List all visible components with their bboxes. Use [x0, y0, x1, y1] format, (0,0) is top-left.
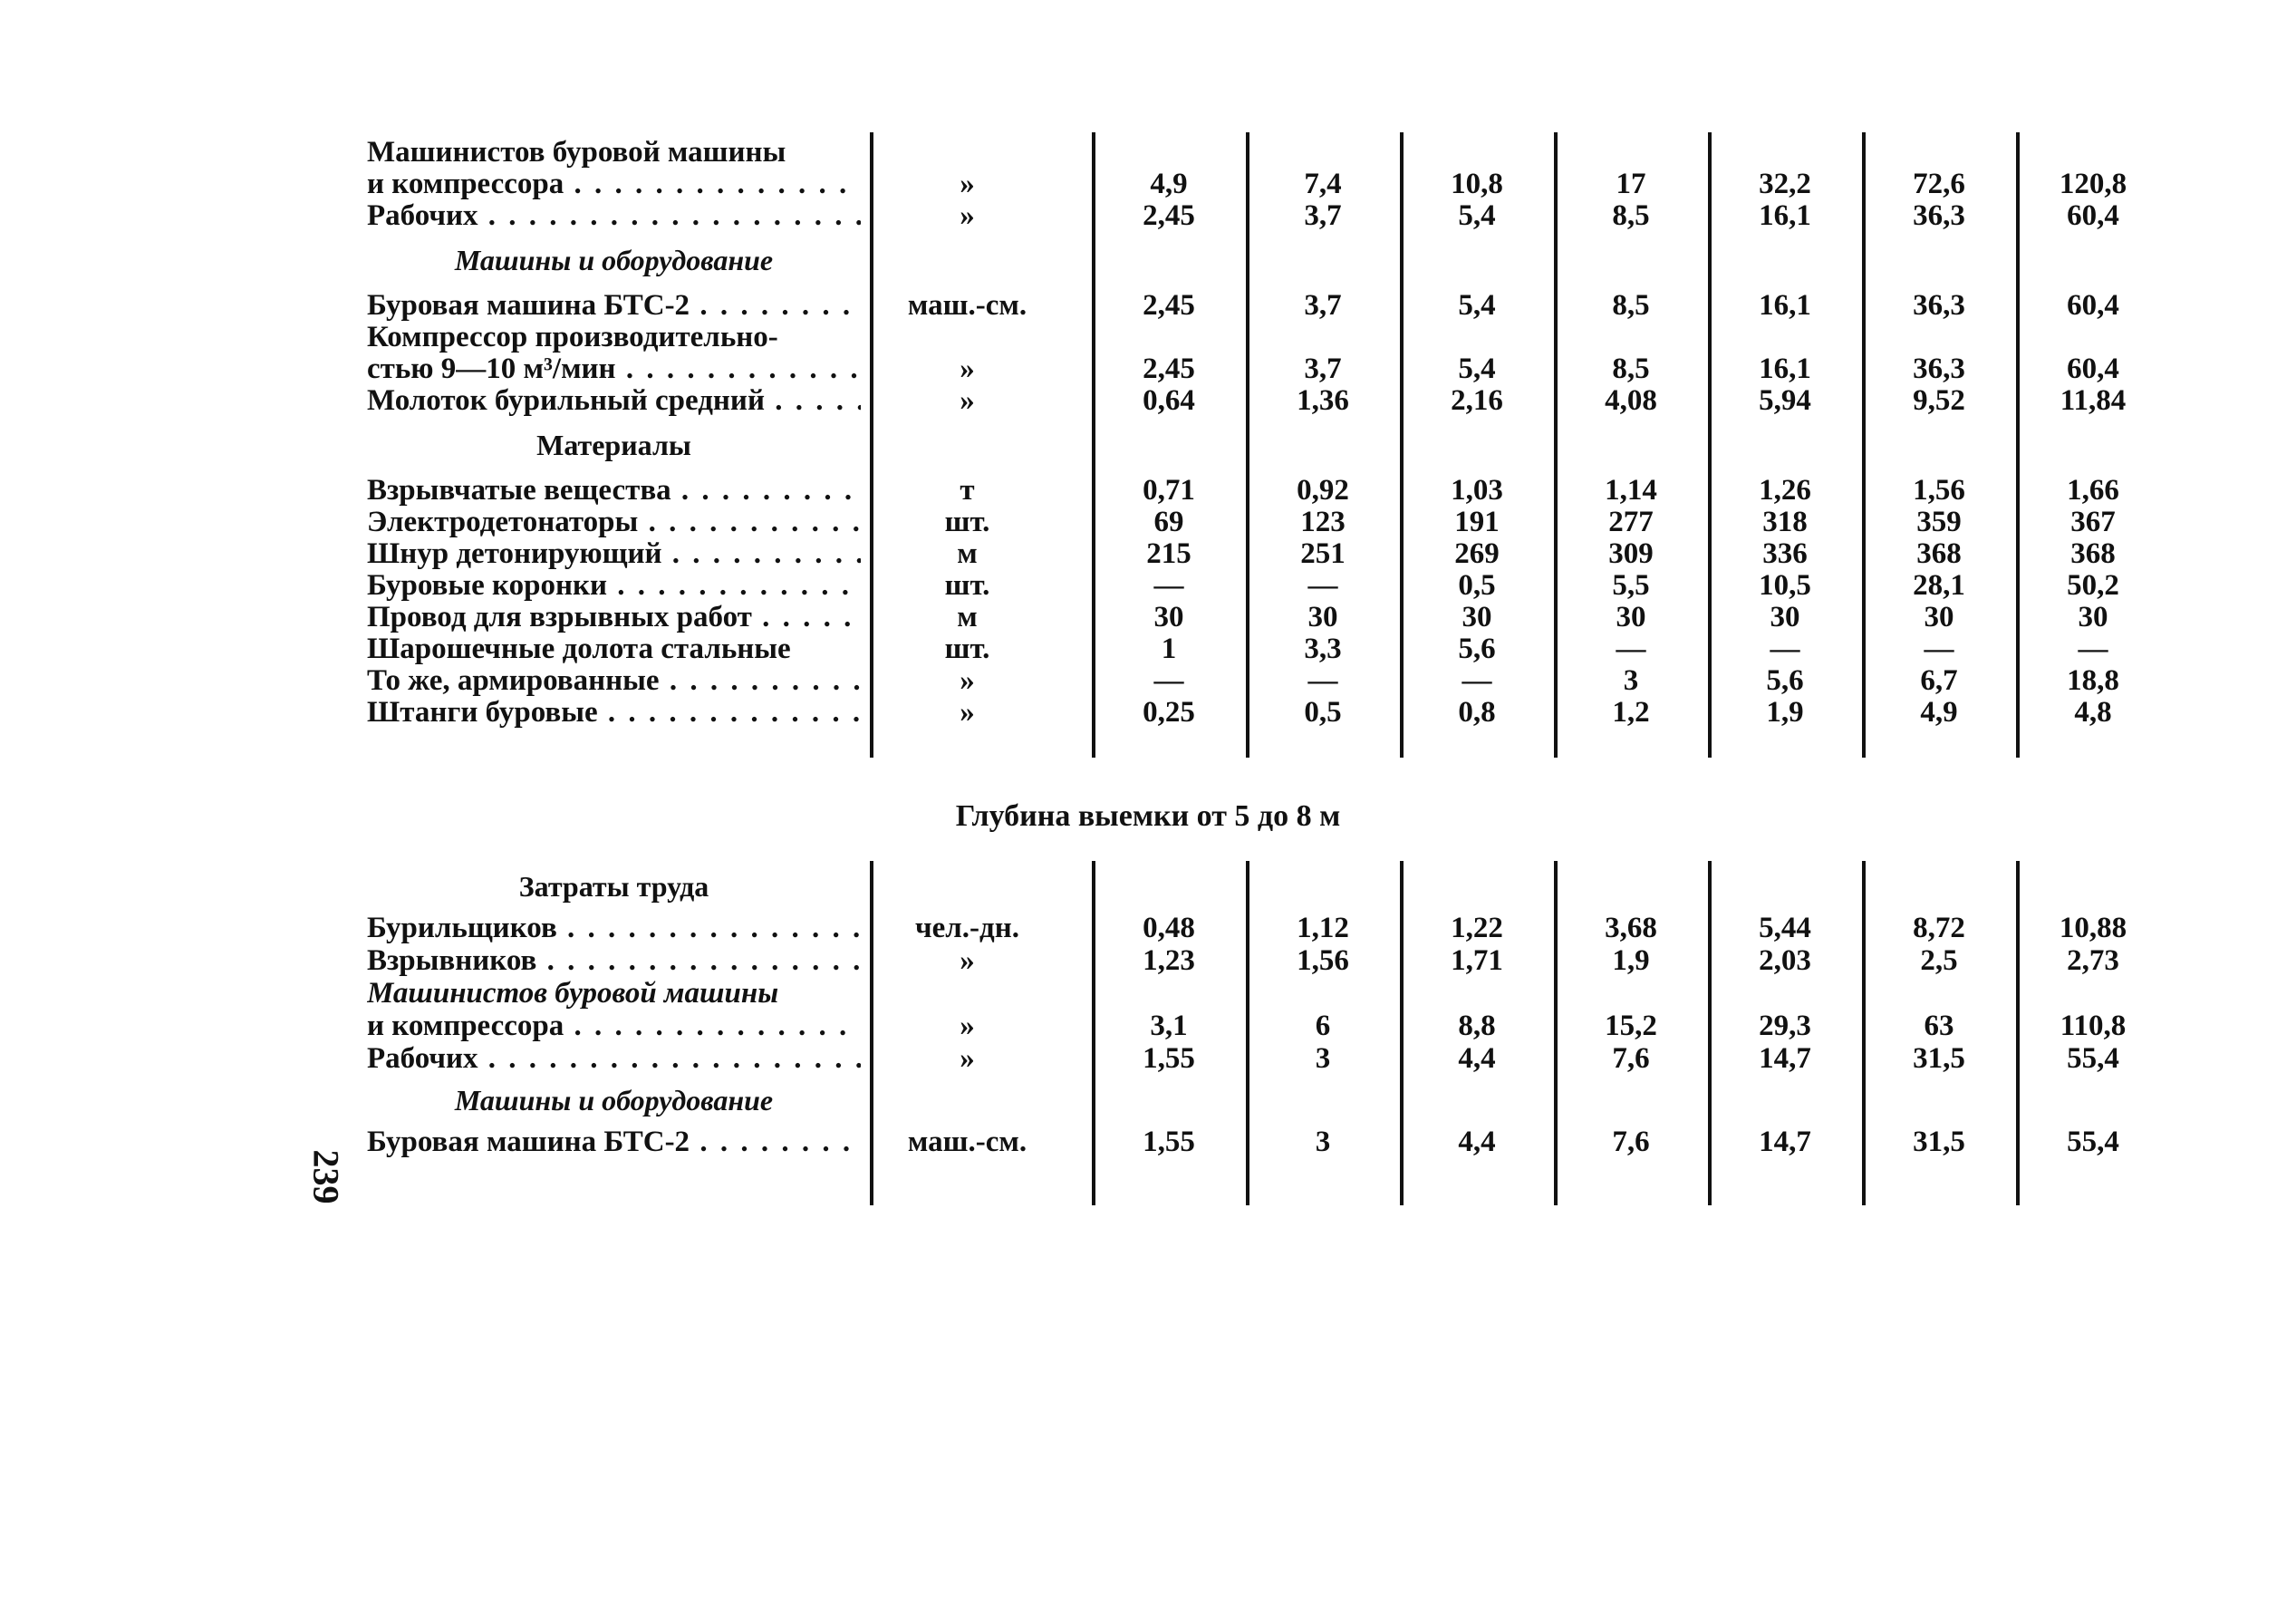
value-cell: 30 [1770, 601, 1800, 633]
value-cell: 5,5 [1612, 569, 1650, 602]
value-cell: 5,4 [1458, 353, 1496, 385]
value-cell: 7,6 [1612, 1042, 1650, 1075]
column-divider [1400, 132, 1404, 758]
row-label: Компрессор производительно- [367, 321, 778, 353]
value-cell: 336 [1762, 537, 1808, 570]
value-cell: — [1616, 633, 1646, 665]
value-cell: 277 [1608, 506, 1654, 538]
value-cell: 32,2 [1759, 168, 1811, 200]
table-row [367, 136, 2179, 169]
row-label: Провод для взрывных работ . . . [367, 601, 861, 633]
row-label: стью 9—10 м³/мин . . . [367, 353, 861, 385]
table-row [367, 1126, 2179, 1158]
row-unit: » [960, 384, 975, 417]
row-unit: » [960, 944, 975, 977]
value-cell: 63 [1924, 1010, 1954, 1042]
table-row [367, 664, 2179, 697]
row-unit: маш.-см. [907, 1126, 1027, 1158]
value-cell: 367 [2070, 506, 2116, 538]
value-cell: 1,2 [1612, 696, 1650, 729]
value-cell: 1,56 [1913, 474, 1965, 507]
table-row [367, 569, 2179, 602]
value-cell: 55,4 [2067, 1042, 2119, 1075]
row-label: Буровые коронки . . . [367, 569, 861, 602]
value-cell: 1,9 [1766, 696, 1804, 729]
value-cell: 1,03 [1451, 474, 1503, 507]
value-cell: 7,4 [1304, 168, 1342, 200]
value-cell: 2,45 [1143, 199, 1195, 232]
column-divider [870, 132, 873, 758]
value-cell: 8,8 [1458, 1010, 1496, 1042]
column-divider [1862, 132, 1866, 758]
value-cell: 191 [1454, 506, 1500, 538]
page-number: 239 [305, 1149, 347, 1204]
top-table [367, 136, 2179, 770]
value-cell: 30 [1616, 601, 1646, 633]
row-unit: м [957, 601, 978, 633]
row-label: Взрывчатые вещества . . . [367, 474, 861, 507]
row-label: Буровая машина БТС-2 . . . [367, 1126, 861, 1158]
value-cell: 1,9 [1612, 944, 1650, 977]
value-cell: 16,1 [1759, 353, 1811, 385]
value-cell: 4,9 [1920, 696, 1958, 729]
value-cell: 15,2 [1605, 1010, 1657, 1042]
value-cell: 50,2 [2067, 569, 2119, 602]
value-cell: 1,71 [1451, 944, 1503, 977]
value-cell: 2,45 [1143, 289, 1195, 322]
value-cell: 10,5 [1759, 569, 1811, 602]
value-cell: 4,08 [1605, 384, 1657, 417]
value-cell: 5,4 [1458, 199, 1496, 232]
row-label: Бурильщиков . . . [367, 912, 861, 944]
column-divider [1554, 861, 1558, 1205]
value-cell: 28,1 [1913, 569, 1965, 602]
value-cell: 1,55 [1143, 1126, 1195, 1158]
table-row [367, 537, 2179, 570]
value-cell: 3,68 [1605, 912, 1657, 944]
value-cell: 1,66 [2067, 474, 2119, 507]
value-cell: 269 [1454, 537, 1500, 570]
section-label: Затраты труда [518, 870, 709, 903]
value-cell: 1,14 [1605, 474, 1657, 507]
value-cell: 30 [1153, 601, 1184, 633]
row-unit: чел.-дн. [915, 912, 1019, 944]
value-cell: 368 [1916, 537, 1962, 570]
value-cell: 368 [2070, 537, 2116, 570]
row-unit: » [960, 664, 975, 697]
value-cell: 8,5 [1612, 199, 1650, 232]
row-label: Электродетонаторы . . . [367, 506, 861, 538]
value-cell: 0,92 [1297, 474, 1349, 507]
value-cell: 36,3 [1913, 289, 1965, 322]
value-cell: 72,6 [1913, 168, 1965, 200]
value-cell: — [1153, 664, 1184, 697]
value-cell: 2,73 [2067, 944, 2119, 977]
section-label: Машины и оборудование [454, 244, 774, 276]
value-cell: 309 [1608, 537, 1654, 570]
value-cell: 2,16 [1451, 384, 1503, 417]
value-cell: 30 [1462, 601, 1492, 633]
value-cell: 0,64 [1143, 384, 1195, 417]
column-divider [1708, 132, 1712, 758]
column-divider [2016, 132, 2020, 758]
value-cell: 3 [1623, 664, 1639, 697]
value-cell: 110,8 [2060, 1010, 2127, 1042]
value-cell: 55,4 [2067, 1126, 2119, 1158]
row-label: Машинистов буровой машины [367, 136, 786, 169]
row-unit: шт. [944, 633, 990, 665]
value-cell: 16,1 [1759, 199, 1811, 232]
value-cell: 4,9 [1150, 168, 1188, 200]
value-cell: 251 [1300, 537, 1346, 570]
value-cell: 5,6 [1458, 633, 1496, 665]
value-cell: 1,26 [1759, 474, 1811, 507]
value-cell: 5,4 [1458, 289, 1496, 322]
value-cell: 30 [1307, 601, 1338, 633]
column-divider [2016, 861, 2020, 1205]
row-label: и компрессора . . . [367, 168, 861, 200]
value-cell: 31,5 [1913, 1126, 1965, 1158]
row-unit: шт. [944, 569, 990, 602]
value-cell: 6 [1315, 1010, 1331, 1042]
table-row [367, 696, 2179, 729]
row-unit: » [960, 353, 975, 385]
value-cell: 1,23 [1143, 944, 1195, 977]
value-cell: 36,3 [1913, 353, 1965, 385]
value-cell: 30 [2078, 601, 2108, 633]
row-label: Буровая машина БТС-2 . . . [367, 289, 861, 322]
row-unit: » [960, 1010, 975, 1042]
column-divider [1554, 132, 1558, 758]
table-row [367, 601, 2179, 633]
value-cell: 2,45 [1143, 353, 1195, 385]
value-cell: 10,8 [1451, 168, 1503, 200]
table-row [367, 168, 2179, 200]
value-cell: 1,36 [1297, 384, 1349, 417]
value-cell: — [1307, 664, 1338, 697]
row-label: Рабочих . . . [367, 1042, 861, 1075]
value-cell: 29,3 [1759, 1010, 1811, 1042]
row-label: Шарошечные долота стальные [367, 633, 791, 665]
row-label: Взрывников . . . [367, 944, 861, 977]
row-label: Рабочих . . . [367, 199, 861, 232]
row-unit: маш.-см. [907, 289, 1027, 322]
column-divider [1246, 861, 1249, 1205]
value-cell: 0,25 [1143, 696, 1195, 729]
section-label: Материалы [536, 429, 691, 461]
row-label: Штанги буровые . . . [367, 696, 861, 729]
value-cell: 5,6 [1766, 664, 1804, 697]
table-row [367, 384, 2179, 417]
column-divider [1862, 861, 1866, 1205]
value-cell: 11,84 [2060, 384, 2127, 417]
value-cell: 14,7 [1759, 1126, 1811, 1158]
row-unit: » [960, 1042, 975, 1075]
value-cell: 1,56 [1297, 944, 1349, 977]
value-cell: 30 [1924, 601, 1954, 633]
value-cell: 3,7 [1304, 353, 1342, 385]
value-cell: — [1924, 633, 1954, 665]
value-cell: 9,52 [1913, 384, 1965, 417]
value-cell: 18,8 [2067, 664, 2119, 697]
value-cell: 31,5 [1913, 1042, 1965, 1075]
column-divider [1246, 132, 1249, 758]
row-label: Машинистов буровой машины [367, 977, 779, 1010]
value-cell: 120,8 [2059, 168, 2127, 200]
value-cell: 0,48 [1143, 912, 1195, 944]
table-row [367, 1010, 2179, 1042]
value-cell: 0,71 [1143, 474, 1195, 507]
table-row [367, 977, 2179, 1010]
value-cell: — [1462, 664, 1492, 697]
value-cell: 4,4 [1458, 1126, 1496, 1158]
section-label: Машины и оборудование [454, 1084, 774, 1116]
column-divider [1092, 861, 1095, 1205]
value-cell: 17 [1616, 168, 1646, 200]
row-label: и компрессора . . . [367, 1010, 861, 1042]
table-row [367, 353, 2179, 385]
value-cell: 3,3 [1304, 633, 1342, 665]
table-row [367, 944, 2179, 977]
row-unit: » [960, 199, 975, 232]
value-cell: 60,4 [2067, 353, 2119, 385]
value-cell: 0,5 [1304, 696, 1342, 729]
table-row [367, 474, 2179, 507]
value-cell: 2,5 [1920, 944, 1958, 977]
value-cell: 60,4 [2067, 199, 2119, 232]
row-unit: » [960, 168, 975, 200]
value-cell: 7,6 [1612, 1126, 1650, 1158]
value-cell: 16,1 [1759, 289, 1811, 322]
value-cell: 3,7 [1304, 199, 1342, 232]
value-cell: — [1153, 569, 1184, 602]
value-cell: 14,7 [1759, 1042, 1811, 1075]
table-row [367, 633, 2179, 665]
value-cell: 1 [1161, 633, 1177, 665]
table-row [367, 199, 2179, 232]
value-cell: 2,03 [1759, 944, 1811, 977]
row-unit: шт. [944, 506, 990, 538]
value-cell: 36,3 [1913, 199, 1965, 232]
value-cell: 8,5 [1612, 353, 1650, 385]
value-cell: 8,72 [1913, 912, 1965, 944]
value-cell: 3 [1315, 1042, 1331, 1075]
column-divider [1708, 861, 1712, 1205]
value-cell: 69 [1153, 506, 1184, 538]
table-row [367, 1042, 2179, 1075]
value-cell: 4,8 [2074, 696, 2112, 729]
row-unit: т [960, 474, 975, 507]
column-divider [1400, 861, 1404, 1205]
value-cell: — [1307, 569, 1338, 602]
row-label: Шнур детонирующий . . . [367, 537, 861, 570]
row-label: Молоток бурильный средний . . . [367, 384, 861, 417]
column-divider [870, 861, 873, 1205]
value-cell: 318 [1762, 506, 1808, 538]
value-cell: 5,44 [1759, 912, 1811, 944]
value-cell: 0,5 [1458, 569, 1496, 602]
row-unit: » [960, 696, 975, 729]
column-divider [1092, 132, 1095, 758]
row-unit: м [957, 537, 978, 570]
value-cell: — [2078, 633, 2108, 665]
value-cell: — [1770, 633, 1800, 665]
value-cell: 123 [1300, 506, 1346, 538]
value-cell: 3,7 [1304, 289, 1342, 322]
table-row [367, 321, 2179, 353]
section-heading: Глубина выемки от 5 до 8 м [955, 799, 1341, 833]
value-cell: 10,88 [2059, 912, 2127, 944]
value-cell: 3,1 [1150, 1010, 1188, 1042]
value-cell: 6,7 [1920, 664, 1958, 697]
value-cell: 1,12 [1297, 912, 1349, 944]
table-row [367, 506, 2179, 538]
value-cell: 1,55 [1143, 1042, 1195, 1075]
value-cell: 359 [1916, 506, 1962, 538]
value-cell: 5,94 [1759, 384, 1811, 417]
value-cell: 4,4 [1458, 1042, 1496, 1075]
value-cell: 60,4 [2067, 289, 2119, 322]
table-row [367, 912, 2179, 944]
row-label: То же, армированные . . . [367, 664, 861, 697]
value-cell: 215 [1146, 537, 1191, 570]
table-row [367, 289, 2179, 322]
value-cell: 0,8 [1458, 696, 1496, 729]
value-cell: 8,5 [1612, 289, 1650, 322]
bottom-table [367, 861, 2179, 1223]
value-cell: 3 [1315, 1126, 1331, 1158]
value-cell: 1,22 [1451, 912, 1503, 944]
